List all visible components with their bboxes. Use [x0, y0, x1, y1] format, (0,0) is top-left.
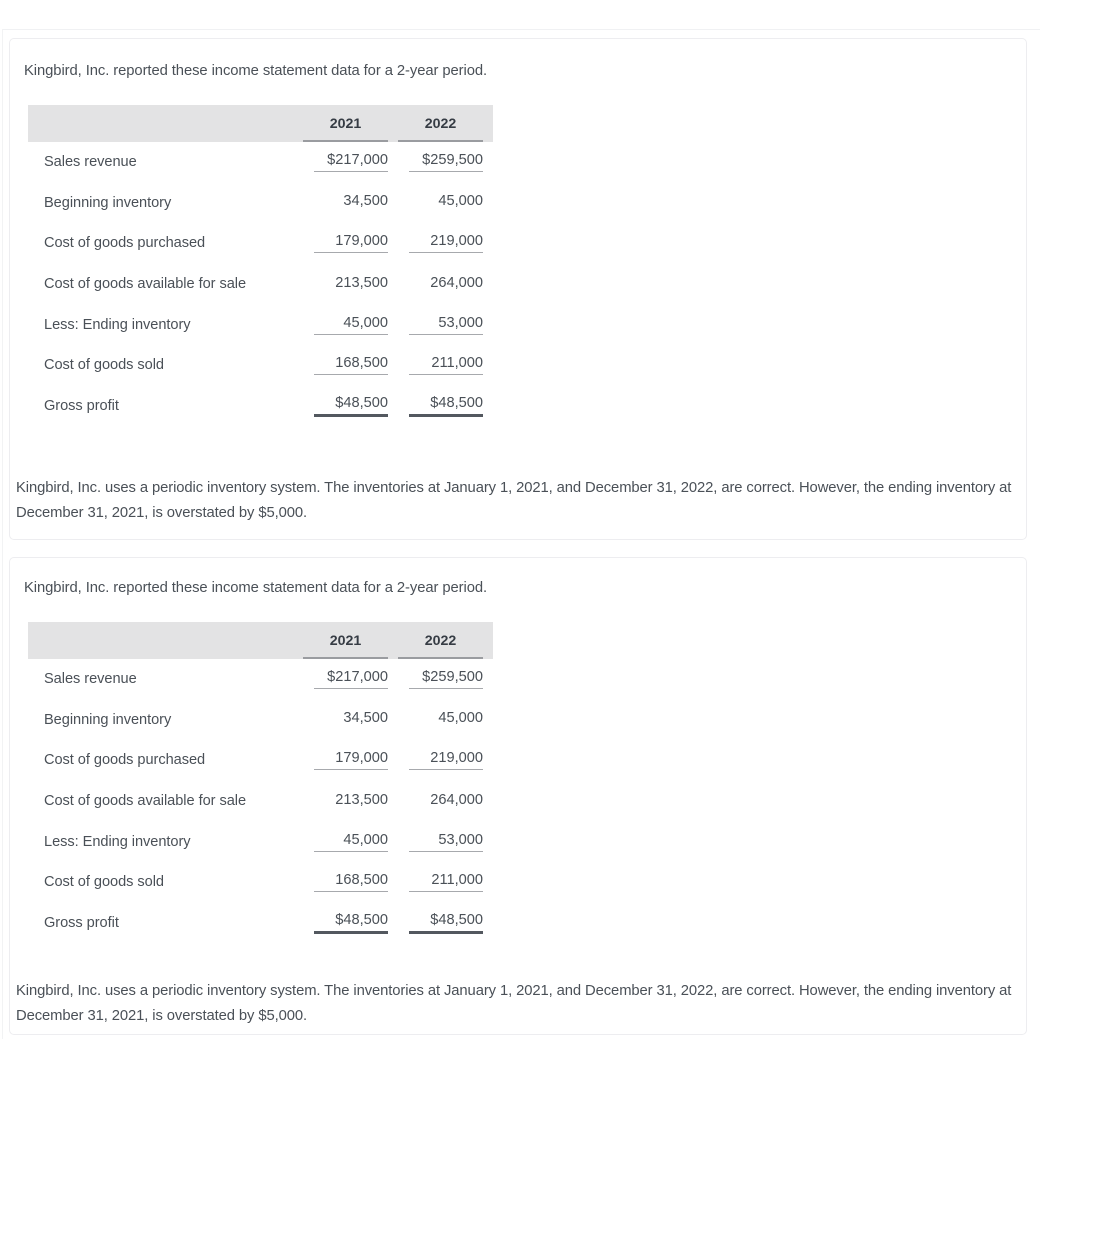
value-text: 45,000	[314, 315, 388, 335]
table-row	[28, 659, 493, 700]
table-row	[28, 386, 493, 427]
row-value-2021	[303, 700, 398, 741]
row-value-2021	[303, 304, 398, 345]
row-label: Beginning inventory	[44, 711, 172, 728]
value-text: 45,000	[438, 193, 483, 210]
table-row	[28, 264, 493, 305]
table-row	[28, 304, 493, 345]
row-value-2021	[303, 659, 398, 700]
row-value-2021	[303, 862, 398, 903]
value-text: $48,500	[409, 395, 483, 417]
value-text: 45,000	[438, 710, 483, 727]
row-label: Gross profit	[44, 397, 119, 414]
value-text: $217,000	[314, 152, 388, 172]
row-label: Cost of goods sold	[44, 357, 164, 374]
table-2-head	[28, 622, 493, 659]
row-value-2022	[398, 264, 493, 305]
value-text: 168,500	[314, 872, 388, 892]
row-value-2022	[398, 862, 493, 903]
table-row	[28, 821, 493, 862]
row-label: Gross profit	[44, 914, 119, 931]
row-label: Less: Ending inventory	[44, 833, 191, 850]
table-1-header-blank	[28, 105, 303, 142]
value-text: 45,000	[314, 832, 388, 852]
card-2-heading: Kingbird, Inc. reported these income statement data for a 2-year period.	[24, 580, 488, 596]
value-text: 179,000	[314, 750, 388, 770]
row-value-2021	[303, 142, 398, 183]
question-card-1	[9, 38, 1027, 540]
row-label: Beginning inventory	[44, 194, 172, 211]
table-1-body	[28, 142, 493, 426]
table-row	[28, 903, 493, 944]
table-row	[28, 183, 493, 224]
value-text: 219,000	[409, 233, 483, 253]
row-value-2022	[398, 183, 493, 224]
income-statement-table-2	[28, 622, 493, 943]
value-text: $217,000	[314, 669, 388, 689]
row-value-2021	[303, 781, 398, 822]
value-text: 264,000	[430, 791, 483, 808]
row-value-2022	[398, 781, 493, 822]
table-2-header-2022: 2022	[398, 622, 493, 659]
row-label: Cost of goods available for sale	[44, 793, 247, 810]
row-value-2022	[398, 142, 493, 183]
row-label: Cost of goods purchased	[44, 752, 206, 769]
table-2-header-2021: 2021	[303, 622, 398, 659]
row-label: Cost of goods available for sale	[44, 276, 247, 293]
table-1-header-row	[28, 105, 493, 142]
value-text: $259,500	[409, 152, 483, 172]
value-text: $259,500	[409, 669, 483, 689]
value-text: 264,000	[430, 274, 483, 291]
value-text: $48,500	[314, 912, 388, 934]
row-label: Cost of goods sold	[44, 874, 164, 891]
table-1-header-2022: 2022	[398, 105, 493, 142]
question-card-2	[9, 557, 1027, 1035]
value-text: 179,000	[314, 233, 388, 253]
table-1-header-2021: 2021	[303, 105, 398, 142]
table-2-header-blank	[28, 622, 303, 659]
row-label: Less: Ending inventory	[44, 316, 191, 333]
value-text: 211,000	[409, 872, 483, 892]
row-label: Sales revenue	[44, 671, 137, 688]
row-value-2021	[303, 821, 398, 862]
table-1-head	[28, 105, 493, 142]
value-text: 53,000	[409, 315, 483, 335]
value-text: 34,500	[343, 710, 388, 727]
card-1-heading: Kingbird, Inc. reported these income statement data for a 2-year period.	[24, 63, 488, 79]
row-value-2021	[303, 264, 398, 305]
table-row	[28, 142, 493, 183]
row-label: Sales revenue	[44, 154, 137, 171]
value-text: 168,500	[314, 355, 388, 375]
row-value-2022	[398, 903, 493, 944]
row-value-2021	[303, 183, 398, 224]
table-row	[28, 781, 493, 822]
row-label: Cost of goods purchased	[44, 235, 206, 252]
row-value-2022	[398, 659, 493, 700]
value-text: 213,500	[335, 274, 388, 291]
row-value-2022	[398, 740, 493, 781]
value-text: 53,000	[409, 832, 483, 852]
value-text: 34,500	[343, 193, 388, 210]
row-value-2022	[398, 821, 493, 862]
value-text: 219,000	[409, 750, 483, 770]
row-value-2021	[303, 386, 398, 427]
row-value-2022	[398, 304, 493, 345]
table-2-body	[28, 659, 493, 943]
value-text: 211,000	[409, 355, 483, 375]
table-row	[28, 345, 493, 386]
income-statement-table-1	[28, 105, 493, 426]
table-row	[28, 862, 493, 903]
row-value-2021	[303, 223, 398, 264]
row-value-2022	[398, 345, 493, 386]
table-row	[28, 740, 493, 781]
value-text: $48,500	[314, 395, 388, 417]
table-row	[28, 223, 493, 264]
row-value-2022	[398, 223, 493, 264]
row-value-2021	[303, 345, 398, 386]
row-value-2021	[303, 740, 398, 781]
row-value-2022	[398, 386, 493, 427]
row-value-2021	[303, 903, 398, 944]
card-2-note: Kingbird, Inc. uses a periodic inventory system. The inventories at January 1, 2021, and December 31, 2022, are correct. However, the ending inventory at December 31, 2021, is overstated by $5,000.	[16, 983, 1012, 1024]
card-1-note: Kingbird, Inc. uses a periodic inventory system. The inventories at January 1, 2021, and December 31, 2022, are correct. However, the ending inventory at December 31, 2021, is overstated by $5,000.	[16, 480, 1012, 521]
table-row	[28, 700, 493, 741]
value-text: 213,500	[335, 791, 388, 808]
table-2-header-row	[28, 622, 493, 659]
row-value-2022	[398, 700, 493, 741]
value-text: $48,500	[409, 912, 483, 934]
